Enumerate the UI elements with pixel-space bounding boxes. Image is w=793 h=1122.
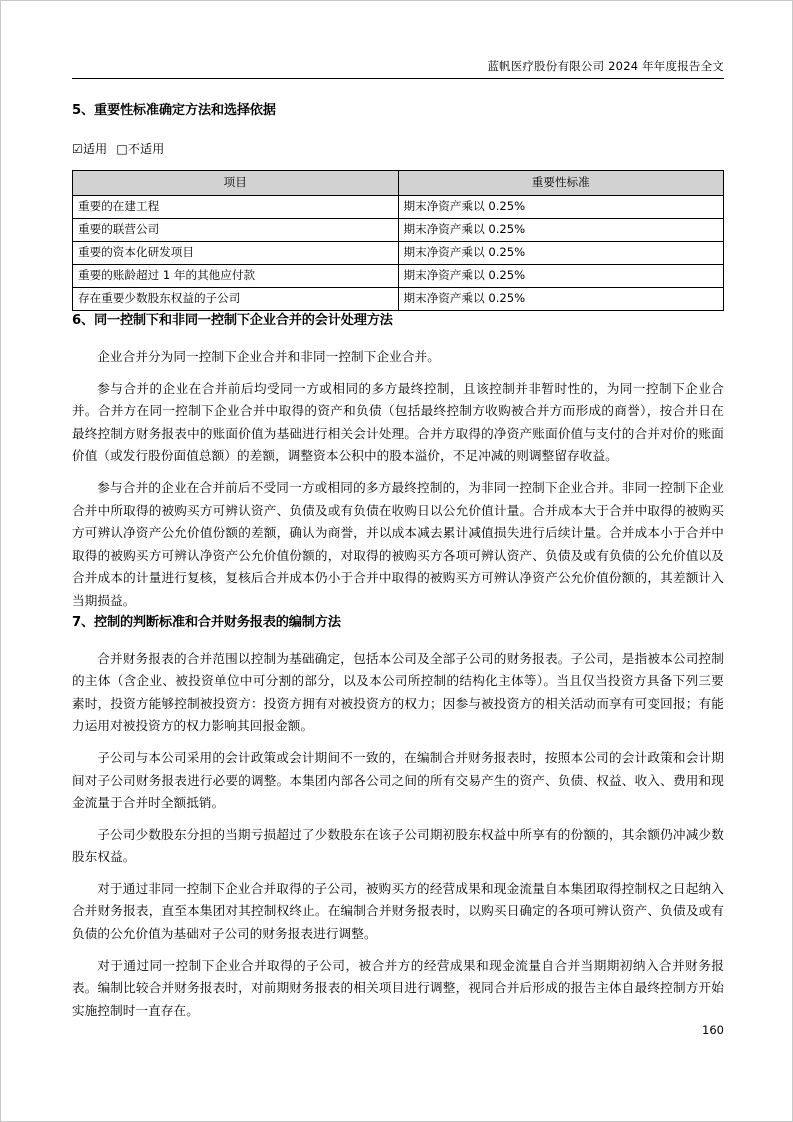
applicable-checkbox[interactable]: ☑适用 <box>72 142 108 156</box>
paragraph: 企业合并分为同一控制下企业合并和非同一控制下企业合并。 <box>97 349 440 364</box>
column-header-item: 项目 <box>73 171 399 196</box>
cell-standard: 期末净资产乘以 0.25% <box>398 196 724 219</box>
paragraph: 合并财务报表的合并范围以控制为基础确定，包括本公司及全部子公司的财务报表。子公司，是指被本公司控制的主体（含企业、被投资单位中可分割的部分，以及本公司所控制的结构化主体等）。当且仅当投资方具备下列三要素时，投资方能够控制被投资方：投资方拥有对被投资方的权力；因参与被投资方的相关活动而享有可变回报；有能力运用对被投资方的权力影响其回报金额。 <box>72 650 724 734</box>
cell-item: 存在重要少数股东权益的子公司 <box>73 288 399 311</box>
paragraph: 参与合并的企业在合并前后不受同一方或相同的多方最终控制的，为非同一控制下企业合并。非同一控制下企业合并中所取得的被购买方可辨认资产、负债及或有负债在收购日以公允价值计量。合并成本大于合并中取得的被购买方可辨认净资产公允价值份额的差额，确认为商誉，并以成本减去累计减值损失进行后续计量。合并成本小于合并中取得的被购买方可辨认净资产公允价值份额的，对取得的被购买方各项可辨认资产、负债及或有负债的公允价值以及合并成本的计量进行复核，复核后合并成本仍小于合并中取得的被购买方可辨认净资产公允价值份额的，其差额计入当期损益。 <box>72 479 724 608</box>
paragraph: 对于通过同一控制下企业合并取得的子公司，被合并方的经营成果和现金流量自合并当期期初纳入合并财务报表。编制比较合并财务报表时，对前期财务报表的相关项目进行调整，视同合并后形成的报告主体自最终控制方开始实施控制时一直存在。 <box>72 957 724 1018</box>
page-number: 160 <box>702 1023 724 1037</box>
cell-item: 重要的资本化研发项目 <box>73 242 399 265</box>
section-heading-6: 6、同一控制下和非同一控制下企业合并的会计处理方法 <box>72 313 393 328</box>
cell-standard: 期末净资产乘以 0.25% <box>398 242 724 265</box>
table-row <box>73 288 724 311</box>
section-6-body <box>72 346 724 613</box>
paragraph: 对于通过非同一控制下企业合并取得的子公司，被购买方的经营成果和现金流量自本集团取得控制权之日起纳入合并财务报表，直至本集团对其控制权终止。在编制合并财务报表时，以购买日确定的各项可辨认资产、负债及或有负债的公允价值为基础对子公司的财务报表进行调整。 <box>72 880 724 942</box>
section-heading-5: 5、重要性标准确定方法和选择依据 <box>72 103 276 118</box>
cell-standard: 期末净资产乘以 0.25% <box>398 219 724 242</box>
table-header-row <box>73 171 724 196</box>
paragraph: 子公司少数股东分担的当期亏损超过了少数股东在该子公司期初股东权益中所享有的份额的，其余额仍冲减少数股东权益。 <box>72 826 724 865</box>
cell-item: 重要的账龄超过 1 年的其他应付款 <box>73 265 399 288</box>
table-row <box>73 242 724 265</box>
section-heading-7: 7、控制的判断标准和合并财务报表的编制方法 <box>72 614 341 630</box>
column-header-standard: 重要性标准 <box>398 171 724 196</box>
applicability-line <box>72 140 724 158</box>
paragraph: 参与合并的企业在合并前后均受同一方或相同的多方最终控制，且该控制并非暂时性的，为同一控制下企业合并。合并方在同一控制下企业合并中取得的资产和负债（包括最终控制方收购被合并方而形成的商誉），按合并日在最终控制方财务报表中的账面价值为基础进行相关会计处理。合并方取得的净资产账面价值与支付的合并对价的账面价值（或发行股份面值总额）的差额，调整资本公积中的股本溢价，不足冲减的则调整留存收益。 <box>72 380 724 464</box>
cell-item: 重要的联营公司 <box>73 219 399 242</box>
materiality-table <box>72 170 724 311</box>
table-row <box>73 196 724 219</box>
table-row <box>73 219 724 242</box>
cell-standard: 期末净资产乘以 0.25% <box>398 265 724 288</box>
paragraph: 子公司与本公司采用的会计政策或会计期间不一致的，在编制合并财务报表时，按照本公司的会计政策和会计期间对子公司财务报表进行必要的调整。本集团内部各公司之间的所有交易产生的资产、负债、权益、收入、费用和现金流量于合并时全额抵销。 <box>72 749 724 811</box>
table-row <box>73 265 724 288</box>
not-applicable-checkbox[interactable]: □不适用 <box>116 142 165 156</box>
running-header: 蓝帆医疗股份有限公司 2024 年年度报告全文 <box>72 58 724 79</box>
page-content <box>72 58 724 1022</box>
cell-item: 重要的在建工程 <box>73 196 399 219</box>
section-7-body <box>72 648 724 1023</box>
cell-standard: 期末净资产乘以 0.25% <box>398 288 724 311</box>
